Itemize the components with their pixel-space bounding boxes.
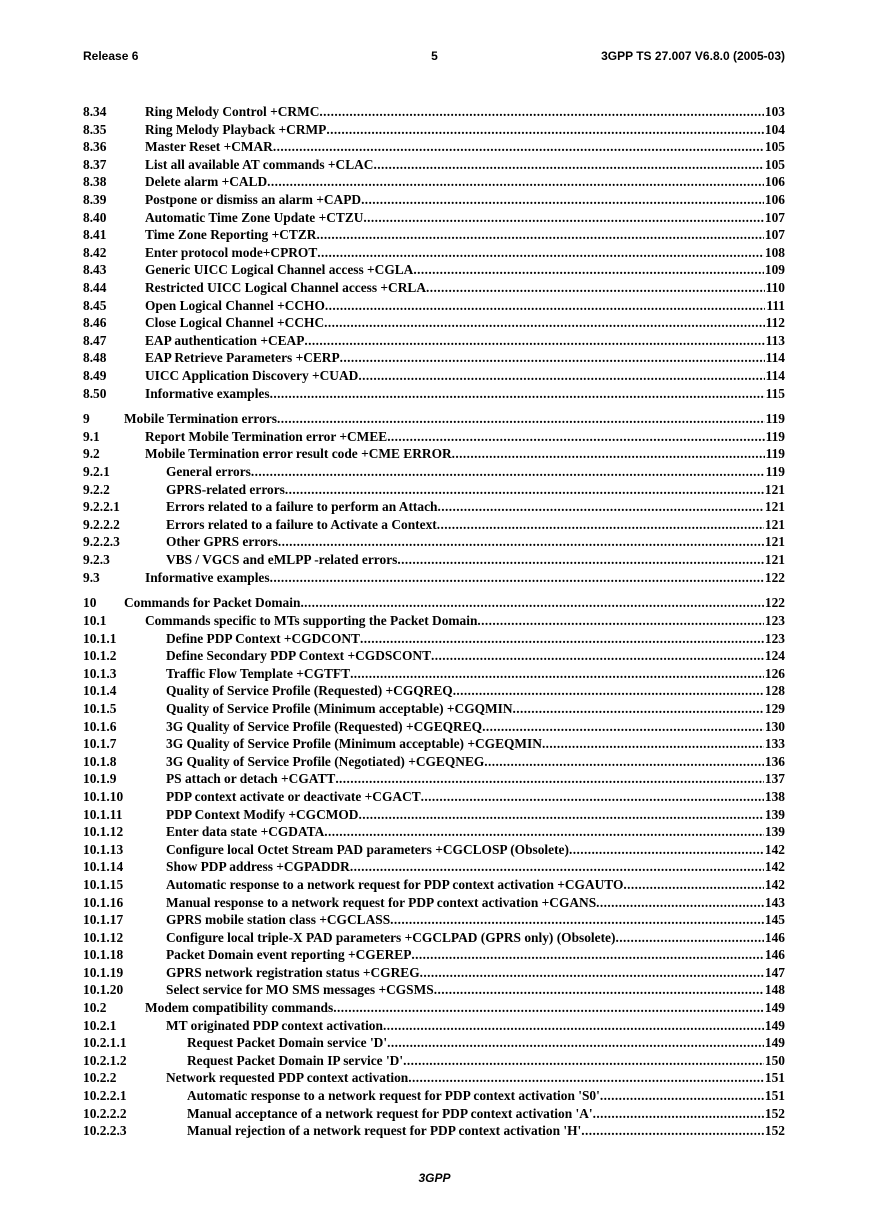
toc-entry-page: 150 bbox=[764, 1052, 785, 1068]
toc-entry-number: 10.1.17 bbox=[83, 912, 124, 928]
toc-entry[interactable] bbox=[83, 314, 785, 332]
toc-entry[interactable] bbox=[83, 551, 785, 569]
toc-entry-number: 8.40 bbox=[83, 209, 107, 225]
toc-entry[interactable] bbox=[83, 876, 785, 894]
toc-entry-number: 8.41 bbox=[83, 227, 107, 243]
toc-entry-number: 9.2 bbox=[83, 446, 100, 462]
toc-entry-page: 103 bbox=[764, 104, 785, 119]
toc-dot-leader bbox=[397, 551, 764, 569]
toc-entry[interactable] bbox=[83, 261, 785, 279]
toc-entry-title: Manual acceptance of a network request for PDP context activation 'A' bbox=[187, 1105, 593, 1121]
toc-entry-title: Enter data state +CGDATA bbox=[166, 824, 325, 840]
toc-entry-title: 3G Quality of Service Profile (Minimum acceptable) +CGEQMIN bbox=[166, 736, 542, 752]
toc-entry-page: 151 bbox=[764, 1070, 785, 1086]
toc-dot-leader bbox=[437, 516, 764, 534]
toc-entry-title: Manual response to a network request for PDP context activation +CGANS bbox=[166, 894, 597, 910]
toc-entry-number: 10.2.2 bbox=[83, 1070, 117, 1086]
toc-entry-page: 142 bbox=[764, 876, 785, 892]
toc-dot-leader bbox=[350, 665, 764, 683]
toc-entry-title: Restricted UICC Logical Channel access +CRLA bbox=[145, 279, 426, 295]
toc-entry-page: 119 bbox=[765, 446, 785, 462]
toc-entry-page: 122 bbox=[764, 569, 785, 585]
header-spec-id: 3GPP TS 27.007 V6.8.0 (2005-03) bbox=[601, 49, 785, 63]
toc-entry-page: 124 bbox=[764, 648, 785, 664]
toc-entry[interactable] bbox=[83, 682, 785, 700]
toc-entry[interactable] bbox=[83, 1052, 785, 1070]
toc-entry-page: 114 bbox=[765, 350, 785, 366]
toc-entry[interactable] bbox=[83, 1034, 785, 1052]
toc-entry-page: 114 bbox=[765, 367, 785, 383]
toc-entry[interactable] bbox=[83, 612, 785, 630]
toc-entry-number: 10.1.6 bbox=[83, 718, 117, 734]
toc-entry-page: 119 bbox=[765, 428, 785, 444]
toc-entry-number: 10.2.1 bbox=[83, 1017, 117, 1033]
toc-entry-page: 138 bbox=[764, 788, 785, 804]
toc-dot-leader bbox=[615, 929, 763, 947]
toc-entry-number: 9.1 bbox=[83, 428, 100, 444]
toc-entry-page: 122 bbox=[764, 595, 785, 611]
toc-entry[interactable] bbox=[83, 385, 785, 403]
toc-entry-title: Mobile Termination errors bbox=[124, 411, 277, 427]
toc-entry[interactable] bbox=[83, 647, 785, 665]
toc-dot-leader bbox=[542, 735, 764, 753]
toc-dot-leader bbox=[600, 1087, 764, 1105]
toc-dot-leader bbox=[350, 858, 764, 876]
toc-entry-number: 8.48 bbox=[83, 350, 107, 366]
toc-entry-page: 121 bbox=[764, 552, 785, 568]
toc-entry-number: 9.2.2.1 bbox=[83, 499, 120, 515]
toc-entry-number: 8.49 bbox=[83, 367, 107, 383]
toc-entry-title: Configure local triple-X PAD parameters +CGCLPAD (GPRS only) (Obsolete) bbox=[166, 929, 616, 945]
toc-entry-title: 3G Quality of Service Profile (Requested) +CGEQREQ bbox=[166, 718, 483, 734]
toc-entry-title: Other GPRS errors bbox=[166, 534, 278, 550]
toc-entry[interactable] bbox=[83, 1069, 785, 1087]
toc-entry-title: Commands for Packet Domain bbox=[124, 595, 301, 611]
toc-entry-number: 8.47 bbox=[83, 332, 107, 348]
toc-entry[interactable] bbox=[83, 481, 785, 499]
toc-entry-number: 8.39 bbox=[83, 191, 107, 207]
toc-dot-leader bbox=[273, 138, 764, 156]
toc-entry-page: 110 bbox=[765, 279, 785, 295]
toc-entry-page: 123 bbox=[764, 630, 785, 646]
toc-entry-page: 126 bbox=[764, 665, 785, 681]
toc-entry-page: 106 bbox=[764, 174, 785, 190]
toc-dot-leader bbox=[360, 630, 764, 648]
toc-entry-number: 9.2.2.3 bbox=[83, 534, 120, 550]
toc-dot-leader bbox=[569, 841, 764, 859]
toc-dot-leader bbox=[335, 770, 764, 788]
toc-entry-title: Time Zone Reporting +CTZR bbox=[145, 227, 317, 243]
toc-entry-number: 8.43 bbox=[83, 262, 107, 278]
toc-entry[interactable] bbox=[83, 173, 785, 191]
toc-entry-number: 10.2.1.1 bbox=[83, 1035, 127, 1051]
toc-entry[interactable] bbox=[83, 445, 785, 463]
toc-entry-title: Manual rejection of a network request for PDP context activation 'H' bbox=[187, 1123, 582, 1139]
toc-entry-number: 9 bbox=[83, 411, 90, 427]
toc-entry-number: 10.1.16 bbox=[83, 894, 124, 910]
toc-dot-leader bbox=[408, 1069, 764, 1087]
toc-entry[interactable] bbox=[83, 894, 785, 912]
toc-entry-number: 9.2.2.2 bbox=[83, 516, 120, 532]
toc-dot-leader bbox=[285, 481, 764, 499]
toc-dot-leader bbox=[403, 1052, 764, 1070]
toc-entry-number: 10.1.8 bbox=[83, 753, 117, 769]
toc-entry-number: 10.1.4 bbox=[83, 683, 117, 699]
toc-entry[interactable] bbox=[83, 226, 785, 244]
toc-entry-title: Packet Domain event reporting +CGEREP bbox=[166, 947, 412, 963]
toc-entry-title: Request Packet Domain IP service 'D' bbox=[187, 1052, 404, 1068]
toc-entry-number: 8.35 bbox=[83, 121, 107, 137]
toc-entry-title: Automatic Time Zone Update +CTZU bbox=[145, 209, 364, 225]
toc-entry-title: Commands specific to MTs supporting the Packet Domain bbox=[145, 613, 478, 628]
toc-entry-number: 10.2.2.1 bbox=[83, 1088, 127, 1104]
toc-dot-leader bbox=[361, 191, 764, 209]
toc-entry-title: Modem compatibility commands bbox=[145, 1000, 334, 1016]
toc-entry[interactable] bbox=[83, 999, 785, 1017]
toc-entry-page: 109 bbox=[764, 262, 785, 278]
toc-entry-number: 10.1.10 bbox=[83, 788, 124, 804]
toc-entry-title: Traffic Flow Template +CGTFT bbox=[166, 665, 351, 681]
toc-entry[interactable] bbox=[83, 533, 785, 551]
toc-dot-leader bbox=[420, 964, 764, 982]
toc-dot-leader bbox=[340, 349, 765, 367]
toc-entry-number: 8.37 bbox=[83, 156, 107, 172]
toc-entry[interactable] bbox=[83, 1122, 785, 1140]
toc-entry-page: 106 bbox=[764, 191, 785, 207]
toc-entry-page: 149 bbox=[764, 1035, 785, 1051]
toc-entry-number: 10.1.13 bbox=[83, 841, 124, 857]
toc-dot-leader bbox=[358, 806, 763, 824]
toc-entry-number: 8.36 bbox=[83, 139, 107, 155]
toc-entry[interactable] bbox=[83, 806, 785, 824]
toc-entry[interactable] bbox=[83, 1105, 785, 1123]
toc-dot-leader bbox=[596, 894, 764, 912]
toc-entry-title: Generic UICC Logical Channel access +CGLA bbox=[145, 262, 414, 278]
toc-entry-page: 136 bbox=[764, 753, 785, 769]
toc-dot-leader bbox=[251, 463, 765, 481]
toc-entry-title: Quality of Service Profile (Minimum acceptable) +CGQMIN bbox=[166, 700, 513, 716]
toc-entry-title: Master Reset +CMAR bbox=[145, 139, 273, 155]
toc-dot-leader bbox=[383, 1017, 764, 1035]
toc-dot-leader bbox=[623, 876, 763, 894]
toc-entry-page: 108 bbox=[764, 244, 785, 260]
footer-3gpp: 3GPP bbox=[418, 1171, 451, 1185]
toc-entry[interactable] bbox=[83, 191, 785, 209]
toc-entry[interactable] bbox=[83, 410, 785, 428]
toc-entry[interactable] bbox=[83, 946, 785, 964]
toc-dot-leader bbox=[431, 647, 764, 665]
toc-entry-number: 10.1.14 bbox=[83, 859, 124, 875]
toc-entry-page: 121 bbox=[764, 534, 785, 550]
toc-entry-title: Close Logical Channel +CCHC bbox=[145, 315, 325, 331]
toc-dot-leader bbox=[437, 498, 763, 516]
toc-entry-title: Enter protocol mode+CPROT bbox=[145, 244, 318, 260]
toc-entry-number: 10.1.2 bbox=[83, 648, 117, 664]
toc-entry-number: 10.1.19 bbox=[83, 964, 124, 980]
toc-dot-leader bbox=[326, 121, 764, 139]
toc-entry-page: 130 bbox=[764, 718, 785, 734]
toc-entry-page: 146 bbox=[764, 929, 785, 945]
toc-entry-number: 8.42 bbox=[83, 244, 107, 260]
toc-entry-page: 146 bbox=[764, 947, 785, 963]
toc-entry-title: General errors bbox=[166, 464, 251, 480]
table-of-contents bbox=[83, 103, 785, 1140]
toc-dot-leader bbox=[387, 1034, 764, 1052]
toc-entry-page: 133 bbox=[764, 736, 785, 752]
toc-entry[interactable] bbox=[83, 981, 785, 999]
toc-entry-title: Report Mobile Termination error +CMEE bbox=[145, 428, 388, 444]
toc-dot-leader bbox=[363, 209, 763, 227]
toc-entry-title: PS attach or detach +CGATT bbox=[166, 771, 336, 787]
toc-entry[interactable] bbox=[83, 428, 785, 446]
toc-dot-leader bbox=[319, 103, 764, 121]
toc-entry[interactable] bbox=[83, 463, 785, 481]
toc-entry[interactable] bbox=[83, 516, 785, 534]
toc-entry[interactable] bbox=[83, 1087, 785, 1105]
toc-entry-number: 10.1.11 bbox=[83, 806, 123, 822]
toc-dot-leader bbox=[421, 788, 764, 806]
toc-dot-leader bbox=[581, 1122, 764, 1140]
toc-dot-leader bbox=[300, 594, 763, 612]
toc-entry-number: 10.2.1.2 bbox=[83, 1052, 127, 1068]
toc-entry[interactable] bbox=[83, 279, 785, 297]
toc-entry[interactable] bbox=[83, 297, 785, 315]
toc-dot-leader bbox=[426, 279, 765, 297]
toc-dot-leader bbox=[324, 314, 765, 332]
toc-entry-page: 145 bbox=[764, 912, 785, 928]
toc-entry-title: Select service for MO SMS messages +CGSMS bbox=[166, 982, 434, 998]
toc-entry-page: 148 bbox=[764, 982, 785, 998]
toc-dot-leader bbox=[324, 823, 764, 841]
toc-entry[interactable] bbox=[83, 156, 785, 174]
toc-entry-title: Delete alarm +CALD bbox=[145, 174, 268, 190]
toc-dot-leader bbox=[373, 156, 763, 174]
toc-entry-page: 152 bbox=[764, 1105, 785, 1121]
toc-dot-leader bbox=[387, 428, 764, 446]
toc-entry-page: 139 bbox=[764, 824, 785, 840]
toc-entry-title: Show PDP address +CGPADDR bbox=[166, 859, 350, 875]
toc-entry[interactable] bbox=[83, 788, 785, 806]
toc-dot-leader bbox=[413, 261, 764, 279]
toc-entry-number: 10 bbox=[83, 595, 97, 611]
toc-dot-leader bbox=[477, 612, 763, 630]
toc-entry-number: 9.2.3 bbox=[83, 552, 110, 568]
toc-dot-leader bbox=[358, 367, 764, 385]
toc-entry-title: Network requested PDP context activation bbox=[166, 1070, 409, 1086]
toc-entry-page: 128 bbox=[764, 683, 785, 699]
toc-entry[interactable] bbox=[83, 138, 785, 156]
toc-entry-number: 9.2.1 bbox=[83, 464, 110, 480]
toc-entry-page: 143 bbox=[764, 894, 785, 910]
toc-entry-page: 121 bbox=[764, 481, 785, 497]
toc-entry-page: 121 bbox=[764, 516, 785, 532]
toc-entry[interactable] bbox=[83, 630, 785, 648]
toc-entry[interactable] bbox=[83, 770, 785, 788]
toc-dot-leader bbox=[316, 226, 763, 244]
toc-entry-title: Informative examples bbox=[145, 569, 270, 585]
toc-entry-page: 123 bbox=[764, 613, 785, 628]
toc-entry[interactable] bbox=[83, 823, 785, 841]
toc-entry[interactable] bbox=[83, 718, 785, 736]
toc-entry-page: 142 bbox=[764, 841, 785, 857]
toc-entry-title: EAP authentication +CEAP bbox=[145, 332, 305, 348]
toc-entry-number: 10.1.18 bbox=[83, 947, 124, 963]
toc-entry-title: GPRS-related errors bbox=[166, 481, 285, 497]
toc-entry-title: PDP context activate or deactivate +CGACT bbox=[166, 788, 421, 804]
toc-entry-title: VBS / VGCS and eMLPP -related errors bbox=[166, 552, 398, 568]
toc-entry[interactable] bbox=[83, 858, 785, 876]
toc-entry-title: List all available AT commands +CLAC bbox=[145, 156, 374, 172]
toc-entry[interactable] bbox=[83, 244, 785, 262]
toc-entry-page: 105 bbox=[764, 139, 785, 155]
toc-entry[interactable] bbox=[83, 121, 785, 139]
toc-dot-leader bbox=[333, 999, 764, 1017]
toc-entry-number: 10.1.3 bbox=[83, 665, 117, 681]
toc-entry[interactable] bbox=[83, 964, 785, 982]
toc-entry-title: GPRS network registration status +CGREG bbox=[166, 964, 420, 980]
toc-entry-title: Postpone or dismiss an alarm +CAPD bbox=[145, 191, 362, 207]
toc-entry[interactable] bbox=[83, 753, 785, 771]
toc-dot-leader bbox=[270, 385, 765, 403]
header-release: Release 6 bbox=[83, 49, 139, 63]
toc-entry[interactable] bbox=[83, 103, 785, 121]
toc-entry[interactable] bbox=[83, 929, 785, 947]
toc-entry[interactable] bbox=[83, 367, 785, 385]
toc-entry-page: 152 bbox=[764, 1123, 785, 1139]
toc-entry-page: 107 bbox=[764, 209, 785, 225]
toc-entry-page: 149 bbox=[764, 1000, 785, 1016]
toc-entry-page: 142 bbox=[764, 859, 785, 875]
toc-entry-number: 8.50 bbox=[83, 385, 107, 401]
toc-entry-number: 10.1.12 bbox=[83, 929, 124, 945]
toc-entry-title: Automatic response to a network request for PDP context activation +CGAUTO bbox=[166, 876, 624, 892]
toc-entry[interactable] bbox=[83, 911, 785, 929]
toc-entry[interactable] bbox=[83, 569, 785, 587]
toc-entry-title: Define Secondary PDP Context +CGDSCONT bbox=[166, 648, 432, 664]
toc-dot-leader bbox=[267, 173, 764, 191]
header-page-number: 5 bbox=[431, 49, 438, 63]
toc-entry-number: 10.1.9 bbox=[83, 771, 117, 787]
toc-dot-leader bbox=[513, 700, 764, 718]
toc-entry-page: 111 bbox=[766, 297, 785, 313]
toc-entry[interactable] bbox=[83, 700, 785, 718]
toc-dot-leader bbox=[434, 981, 764, 999]
toc-entry-title: PDP Context Modify +CGCMOD bbox=[166, 806, 359, 822]
toc-entry[interactable] bbox=[83, 1017, 785, 1035]
toc-entry-page: 151 bbox=[764, 1088, 785, 1104]
toc-entry-number: 8.46 bbox=[83, 315, 107, 331]
toc-entry-number: 8.44 bbox=[83, 279, 107, 295]
toc-entry-number: 10.2.2.2 bbox=[83, 1105, 127, 1121]
toc-entry-title: Mobile Termination error result code +CME ERROR bbox=[145, 446, 452, 462]
toc-entry-page: 112 bbox=[765, 315, 785, 331]
toc-dot-leader bbox=[453, 682, 764, 700]
toc-entry-title: Define PDP Context +CGDCONT bbox=[166, 630, 360, 646]
toc-entry[interactable] bbox=[83, 349, 785, 367]
toc-entry[interactable] bbox=[83, 665, 785, 683]
toc-entry[interactable] bbox=[83, 332, 785, 350]
toc-entry-page: 115 bbox=[765, 385, 785, 401]
toc-entry[interactable] bbox=[83, 841, 785, 859]
toc-entry-number: 8.38 bbox=[83, 174, 107, 190]
toc-entry-page: 129 bbox=[764, 700, 785, 716]
toc-entry-page: 139 bbox=[764, 806, 785, 822]
toc-entry-page: 147 bbox=[764, 964, 785, 980]
toc-dot-leader bbox=[390, 911, 764, 929]
toc-entry-title: Quality of Service Profile (Requested) +CGQREQ bbox=[166, 683, 453, 699]
toc-entry-number: 9.3 bbox=[83, 569, 100, 585]
toc-dot-leader bbox=[484, 753, 764, 771]
toc-entry-number: 10.2.2.3 bbox=[83, 1123, 127, 1139]
toc-entry-page: 113 bbox=[765, 332, 785, 348]
toc-entry-title: GPRS mobile station class +CGCLASS bbox=[166, 912, 391, 928]
toc-dot-leader bbox=[482, 718, 764, 736]
toc-entry-number: 10.1 bbox=[83, 613, 107, 628]
toc-entry-number: 10.1.5 bbox=[83, 700, 117, 716]
toc-entry[interactable] bbox=[83, 498, 785, 516]
toc-entry-title: MT originated PDP context activation bbox=[166, 1017, 383, 1033]
toc-entry-number: 8.34 bbox=[83, 104, 107, 119]
toc-dot-leader bbox=[593, 1105, 764, 1123]
toc-entry-page: 107 bbox=[764, 227, 785, 243]
toc-entry-page: 119 bbox=[765, 464, 785, 480]
toc-entry-title: Configure local Octet Stream PAD parameters +CGCLOSP (Obsolete) bbox=[166, 841, 569, 857]
toc-entry-page: 119 bbox=[765, 411, 785, 427]
toc-entry-title: Request Packet Domain service 'D' bbox=[187, 1035, 388, 1051]
toc-entry-number: 10.1.12 bbox=[83, 824, 124, 840]
toc-entry-title: Automatic response to a network request for PDP context activation 'S0' bbox=[187, 1088, 600, 1104]
toc-entry-page: 104 bbox=[764, 121, 785, 137]
toc-dot-leader bbox=[278, 533, 764, 551]
toc-entry[interactable] bbox=[83, 209, 785, 227]
toc-entry-number: 10.1.15 bbox=[83, 876, 124, 892]
toc-entry-page: 137 bbox=[764, 771, 785, 787]
toc-entry-title: Ring Melody Control +CRMC bbox=[145, 104, 320, 119]
toc-dot-leader bbox=[304, 332, 764, 350]
toc-entry-number: 10.1.7 bbox=[83, 736, 117, 752]
toc-entry-title: Ring Melody Playback +CRMP bbox=[145, 121, 327, 137]
toc-dot-leader bbox=[452, 445, 765, 463]
toc-entry-page: 149 bbox=[764, 1017, 785, 1033]
toc-entry[interactable] bbox=[83, 594, 785, 612]
toc-entry-number: 10.1.20 bbox=[83, 982, 124, 998]
toc-dot-leader bbox=[270, 569, 764, 587]
toc-dot-leader bbox=[317, 244, 764, 262]
toc-entry-title: Informative examples bbox=[145, 385, 270, 401]
toc-entry-title: Open Logical Channel +CCHO bbox=[145, 297, 325, 313]
toc-entry-title: EAP Retrieve Parameters +CERP bbox=[145, 350, 340, 366]
toc-entry-number: 9.2.2 bbox=[83, 481, 110, 497]
toc-entry-page: 121 bbox=[764, 499, 785, 515]
toc-dot-leader bbox=[411, 946, 763, 964]
toc-entry-number: 10.1.1 bbox=[83, 630, 117, 646]
toc-entry-number: 8.45 bbox=[83, 297, 107, 313]
toc-dot-leader bbox=[277, 410, 765, 428]
toc-entry-number: 10.2 bbox=[83, 1000, 107, 1016]
toc-entry-title: 3G Quality of Service Profile (Negotiated) +CGEQNEG bbox=[166, 753, 485, 769]
toc-dot-leader bbox=[325, 297, 766, 315]
toc-entry-title: Errors related to a failure to Activate a Context bbox=[166, 516, 437, 532]
toc-entry-title: Errors related to a failure to perform an Attach bbox=[166, 499, 438, 515]
toc-entry[interactable] bbox=[83, 735, 785, 753]
toc-entry-title: UICC Application Discovery +CUAD bbox=[145, 367, 359, 383]
toc-entry-page: 105 bbox=[764, 156, 785, 172]
